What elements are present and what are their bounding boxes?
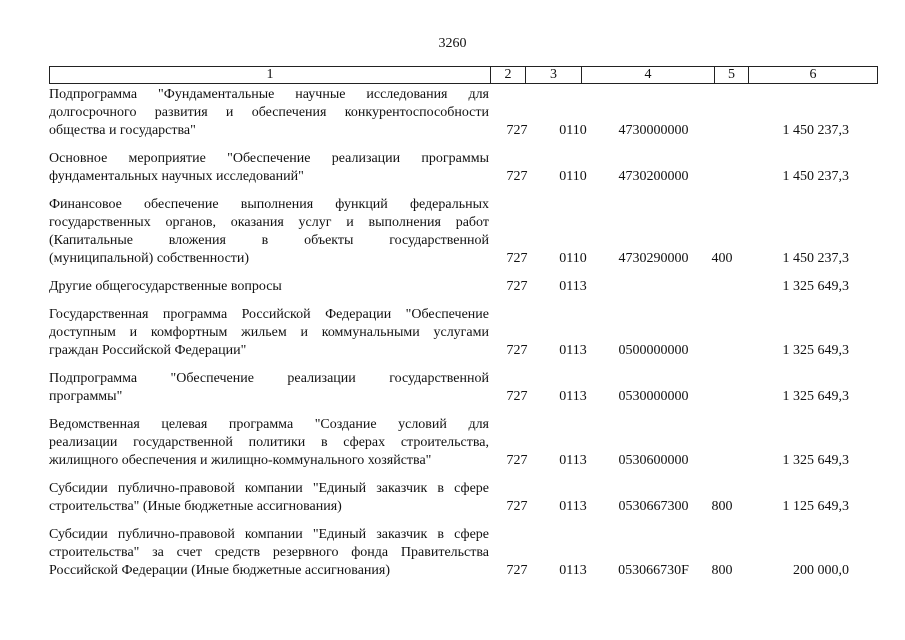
row-description-line: (Капитальные вложения в объекты государственной <box>49 233 489 248</box>
row-description-line: общества и государства" <box>49 123 196 138</box>
cell-target-article: 0500000000 <box>618 343 689 358</box>
row-description-line: Основное мероприятие "Обеспечение реализации программы <box>49 151 489 166</box>
cell-target-article: 0530667300 <box>618 499 689 514</box>
row-description-line: фундаментальных научных исследований" <box>49 169 304 184</box>
cell-amount: 1 125 649,3 <box>782 499 849 514</box>
cell-amount: 1 450 237,3 <box>782 169 849 184</box>
row-description-line: Подпрограмма "Обеспечение реализации государственной <box>49 371 489 386</box>
column-header-4: 4 <box>582 67 715 84</box>
table-row <box>49 278 849 296</box>
cell-section-code: 0113 <box>559 389 587 404</box>
cell-section-code: 0113 <box>559 343 587 358</box>
table-row <box>49 416 849 470</box>
table-row <box>49 150 849 186</box>
column-header-2: 2 <box>491 67 526 84</box>
row-description-line: строительства" (Иные бюджетные ассигнования) <box>49 499 342 514</box>
cell-expense-type: 400 <box>711 251 733 266</box>
column-header-3: 3 <box>526 67 582 84</box>
cell-ministry-code: 727 <box>506 279 528 294</box>
cell-amount: 1 325 649,3 <box>782 453 849 468</box>
cell-expense-type: 800 <box>711 563 733 578</box>
row-description-line: государственных органов, оказания услуг и выполнения работ <box>49 215 489 230</box>
cell-target-article: 4730000000 <box>618 123 689 138</box>
column-header-table <box>49 66 878 84</box>
cell-ministry-code: 727 <box>506 499 528 514</box>
cell-amount: 1 325 649,3 <box>782 343 849 358</box>
row-description-line: Субсидии публично-правовой компании "Единый заказчик в сфере <box>49 481 489 496</box>
row-description-line: программы" <box>49 389 123 404</box>
cell-amount: 1 325 649,3 <box>782 389 849 404</box>
cell-section-code: 0110 <box>559 123 587 138</box>
cell-amount: 200 000,0 <box>793 563 849 578</box>
column-header-6: 6 <box>749 67 878 84</box>
row-description <box>49 526 489 580</box>
cell-target-article: 0530600000 <box>618 453 689 468</box>
cell-ministry-code: 727 <box>506 123 528 138</box>
budget-rows <box>49 86 849 590</box>
row-description-line: граждан Российской Федерации" <box>49 343 247 358</box>
cell-amount: 1 450 237,3 <box>782 123 849 138</box>
row-description-line: Подпрограмма "Фундаментальные научные исследования для <box>49 87 489 102</box>
row-description <box>49 306 489 360</box>
row-description-line: Российской Федерации (Иные бюджетные ассигнования) <box>49 563 391 578</box>
row-description <box>49 196 489 268</box>
cell-section-code: 0113 <box>559 499 587 514</box>
row-description <box>49 278 489 296</box>
row-description-line: реализации государственной политики в сферах строительства, <box>49 435 489 450</box>
cell-ministry-code: 727 <box>506 453 528 468</box>
cell-ministry-code: 727 <box>506 563 528 578</box>
cell-ministry-code: 727 <box>506 251 528 266</box>
row-description <box>49 416 489 470</box>
row-description <box>49 150 489 186</box>
cell-section-code: 0113 <box>559 279 587 294</box>
row-description-line: долгосрочного развития и обеспечения конкурентоспособности <box>49 105 489 120</box>
table-row <box>49 526 849 580</box>
row-description-line: Финансовое обеспечение выполнения функций федеральных <box>49 197 489 212</box>
cell-amount: 1 450 237,3 <box>782 251 849 266</box>
table-row <box>49 86 849 140</box>
table-row <box>49 196 849 268</box>
cell-target-article: 0530000000 <box>618 389 689 404</box>
row-description-line: Государственная программа Российской Федерации "Обеспечение <box>49 307 489 322</box>
cell-amount: 1 325 649,3 <box>782 279 849 294</box>
cell-target-article: 4730200000 <box>618 169 689 184</box>
cell-section-code: 0110 <box>559 251 587 266</box>
row-description-line: (муниципальной) собственности) <box>49 251 250 266</box>
row-description <box>49 86 489 140</box>
row-description-line: доступным и комфортным жильем и коммунальными услугами <box>49 325 489 340</box>
row-description-line: Ведомственная целевая программа "Создание условий для <box>49 417 489 432</box>
cell-target-article: 053066730F <box>618 563 689 578</box>
cell-ministry-code: 727 <box>506 343 528 358</box>
row-description-line: строительства" за счет средств резервного фонда Правительства <box>49 545 489 560</box>
column-header-5: 5 <box>715 67 749 84</box>
row-description <box>49 480 489 516</box>
cell-section-code: 0113 <box>559 453 587 468</box>
column-header-row <box>50 67 878 84</box>
cell-ministry-code: 727 <box>506 389 528 404</box>
row-description-line: Субсидии публично-правовой компании "Единый заказчик в сфере <box>49 527 489 542</box>
row-description <box>49 370 489 406</box>
row-description-line: жилищного обеспечения и жилищно-коммунального хозяйства" <box>49 453 432 468</box>
cell-ministry-code: 727 <box>506 169 528 184</box>
page-number: 3260 <box>438 36 467 51</box>
cell-target-article: 4730290000 <box>618 251 689 266</box>
column-header-1: 1 <box>50 67 491 84</box>
row-description-line: Другие общегосударственные вопросы <box>49 279 282 294</box>
cell-section-code: 0113 <box>559 563 587 578</box>
table-row <box>49 370 849 406</box>
cell-expense-type: 800 <box>711 499 733 514</box>
cell-section-code: 0110 <box>559 169 587 184</box>
table-row <box>49 306 849 360</box>
table-row <box>49 480 849 516</box>
